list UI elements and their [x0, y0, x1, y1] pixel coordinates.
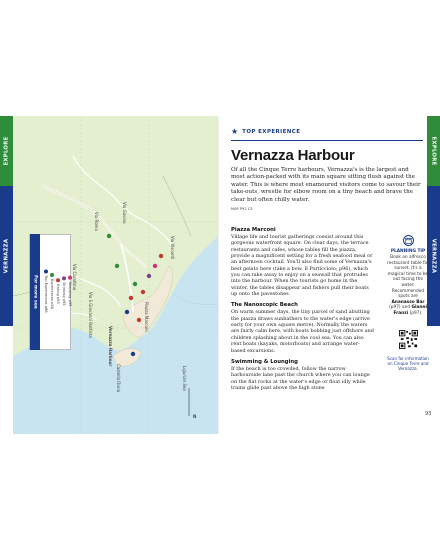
article-body: [231, 227, 374, 391]
town-tab-label: VERNAZZA: [3, 238, 10, 274]
legend-item: Top Experiences p86: [41, 256, 50, 326]
map-label-piazza: Piazza Marconi: [144, 302, 149, 332]
explore-tab-label: EXPLORE: [3, 136, 10, 166]
legend-item: Drinking p95: [59, 256, 68, 326]
legend-title: For more see: [30, 234, 40, 350]
legend-item: Experiences p90: [47, 256, 56, 326]
star-icon: ★: [231, 127, 239, 136]
article-title: Vernazza Harbour: [231, 147, 355, 164]
right-page: [219, 116, 440, 434]
left-page: [0, 116, 218, 434]
section-heading: Swimming & Lounging: [231, 358, 298, 365]
section-heading: The Nanoscopic Beach: [231, 302, 298, 309]
tip-body: Book an alfresco restaurant table for sunset. It's a magical time to be out facing the water. Recommended spots are Ananasso Bar (p97) and Gianni Franzi (p97).: [387, 255, 429, 316]
map-label-castello: Castello Doria: [116, 364, 121, 393]
map-label-street-5: Via Visconti: [170, 236, 175, 260]
section-body: Village life and tourist gatherings coexist around this gorgeous waterfront square. On clear days, the terrace restaurants and cafes, whose tables fill the piazza, provide a magnificent setting for a fresh seafood meal or an afternoon cocktail. You'll also find some of Vernazza's best gelato here (take a bow, Il Porticciolo; p96), which you can take away to enjoy on a seawall that protrudes into the harbour. When the tourists go home in the winter, the tables disappear and fishers pull their boats up onto the pavestones.: [231, 234, 373, 298]
map-label-street-3: Via Carattino: [72, 264, 77, 291]
top-experience-kicker: [231, 128, 423, 141]
map-label-street-1: Via Roma: [94, 212, 99, 231]
north-arrow-icon: N: [193, 414, 197, 419]
section-heading: Piazza Marconi: [231, 227, 276, 233]
town-tab-label: VERNAZZA: [430, 238, 437, 274]
planning-tip-sidebar: [387, 235, 429, 371]
map-label-harbour: Vernazza Harbour: [108, 326, 113, 367]
legend-item: Shopping p95: [65, 256, 74, 326]
shopping-dot-icon: [68, 276, 72, 280]
legend-item: Eating p93: [53, 256, 62, 326]
section-body: If the beach is too crowded, follow the narrow harbourside lane past the church where you can lounge on the flat rocks at the water's edge or float idly while trains glide past above the high stone: [231, 365, 370, 391]
kicker-label: TOP EXPERIENCE: [242, 129, 301, 135]
qr-code-icon[interactable]: [399, 330, 418, 349]
calendar-icon: [403, 235, 414, 246]
map-reference: MAP P92 C3: [231, 207, 253, 212]
map-label-sea: Ligurian Sea: [182, 366, 187, 391]
map-label-street-4: Via S Giovanni Battista: [88, 292, 93, 338]
left-section-tab: [0, 116, 13, 434]
article-intro: Of all the Cinque Terre harbours, Vernazza's is the largest and most action-packed with its main square sitting flush against the water. This is where most enamoured visitors come to savour their take-outs, wrestle for elbow room on a tiny beach and brave the clear but often chilly water.: [231, 167, 421, 203]
explore-tab-label: EXPLORE: [430, 136, 437, 166]
article: [231, 127, 429, 391]
section-body: On warm summer days, the tiny parcel of sand abutting the piazza draws sunbathers to the water's edge (arrive early for your own square metre). Normally the waters are fairly calm here, with boats bobbing just offshore and children splashing about in the cool sea. You can also rent boats (kayaks, motorboats) and arrange water-based excursions.: [231, 309, 374, 354]
qr-caption: Scan for information on Cinque Terre and Vernazza.: [387, 355, 429, 372]
map-label-street-2: Via Gavino: [122, 202, 127, 224]
tip-heading: PLANNING TIP: [390, 249, 426, 254]
page-number-right: 93: [425, 411, 432, 417]
